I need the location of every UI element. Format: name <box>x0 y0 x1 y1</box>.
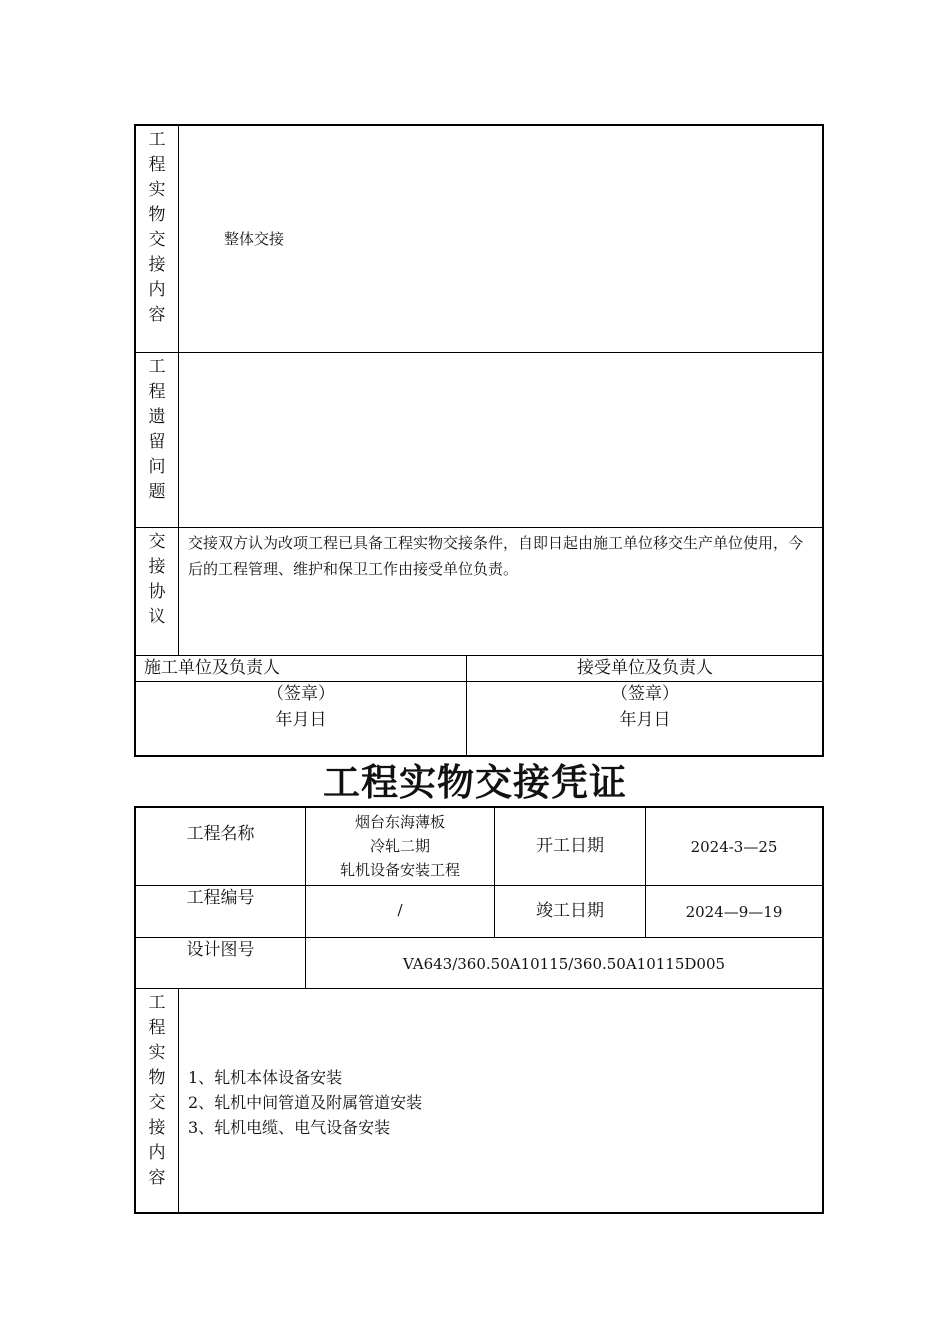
row-header-certificate-content: 工 程 实 物 交 接 内 容 <box>136 989 179 1212</box>
project-name-value: 烟台东海薄板 冷轧二期 轧机设备安装工程 <box>339 813 460 879</box>
row-signature-headers <box>136 656 822 682</box>
row-handover-agreement <box>136 528 822 656</box>
receiving-unit-date: 年月日 <box>619 710 671 730</box>
project-number-label: 工程编号 <box>186 888 255 908</box>
list-item: 3、轧机电缆、电气设备安装 <box>188 1118 391 1137</box>
row-header-handover-content: 工 程 实 物 交 接 内 容 <box>136 126 179 352</box>
start-date-value: 2024-3—25 <box>690 838 778 856</box>
row-remaining-issues <box>136 353 822 528</box>
list-item: 2、轧机中间管道及附属管道安装 <box>188 1093 423 1112</box>
project-name-label: 工程名称 <box>186 824 255 844</box>
handover-agreement-text: 交接双方认为改项工程已具备工程实物交接条件，自即日起由施工单位移交生产单位使用，今后的工程管理、维护和保卫工作由接受单位负责。 <box>188 534 804 578</box>
handover-content-table <box>134 124 824 757</box>
row-signatures <box>136 682 822 755</box>
list-item: 1、轧机本体设备安装 <box>188 1068 343 1087</box>
construction-unit-date: 年月日 <box>275 710 327 730</box>
construction-unit-seal: （签章） <box>267 684 335 704</box>
row-project-number <box>136 886 822 938</box>
receiving-unit-seal: （签章） <box>611 684 679 704</box>
row-header-remaining-issues: 工 程 遗 留 问 题 <box>136 353 179 527</box>
drawing-number-label: 设计图号 <box>186 940 255 960</box>
receiving-unit-header: 接受单位及负责人 <box>577 658 713 678</box>
certificate-table <box>134 806 824 1214</box>
drawing-number-value: VA643/360.50A10115/360.50A10115D005 <box>402 955 726 973</box>
row-handover-content <box>136 126 822 353</box>
row-certificate-content <box>136 989 822 1212</box>
row-header-handover-agreement: 交 接 协 议 <box>136 528 179 655</box>
project-number-value: / <box>397 901 403 919</box>
certificate-title: 工程实物交接凭证 <box>323 761 627 804</box>
end-date-label: 竣工日期 <box>536 901 604 921</box>
start-date-label: 开工日期 <box>536 836 604 856</box>
row-project-name <box>136 808 822 886</box>
certificate-content-list <box>188 1065 422 1140</box>
end-date-value: 2024—9—19 <box>685 903 783 921</box>
row-drawing-number <box>136 938 822 989</box>
handover-content-text: 整体交接 <box>224 230 285 248</box>
construction-unit-header: 施工单位及负责人 <box>144 658 280 678</box>
